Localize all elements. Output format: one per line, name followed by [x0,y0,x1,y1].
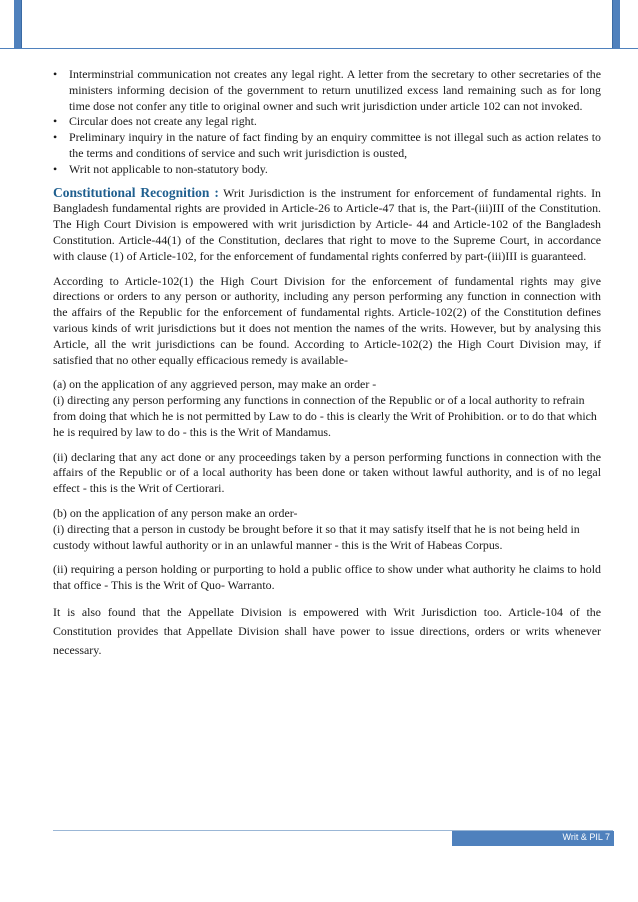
page-content [53,67,601,660]
clause-b-i: (i) directing that a person in custody be brought before it so that it may satisfy itself that he is not being held in custody without lawful authority or in an unlawful manner - this is the Writ of Habeas Corpus. [53,521,580,552]
bullet-icon: • [53,161,58,176]
clause-b-block [53,506,601,553]
header-right-bar [612,0,620,48]
list-item: • Preliminary inquiry in the nature of fact finding by an enquiry committee is not illegal such as action relates to the terms and conditions of service and such writ jurisdiction is ousted, [53,130,601,160]
clause-b-intro: (b) on the application of any person make an order- [53,505,298,520]
constitutional-recognition-section [53,185,601,265]
footer-page-label: Writ & PIL 7 [562,832,610,842]
section-text: Writ Jurisdiction is the instrument for enforcement of fundamental rights. In Bangladesh fundamental rights are provided in Article-26 to Article-47 that is, the Part-(iii)III of the Constitution. The High Court Division is empowered with writ jurisdiction by Article- 44 and Article-102 of the Bangladesh Constitution. Article-44(1) of the Constitution, declares that right to move to the Supreme Court, in accordance with clause (1) of Article-102, for the enforcement of fundamental rights conferred by part-(iii)III is guaranteed. [53,185,601,263]
clause-a-intro: (a) on the application of any aggrieved person, may make an order - [53,377,377,392]
bullet-icon: • [53,114,58,129]
section-heading: Constitutional Recognition : [53,184,219,200]
list-item: • Circular does not create any legal right. [53,114,257,129]
bullet-list [53,67,601,178]
clause-b-ii: (ii) requiring a person holding or purporting to hold a public office to show under what authority he claims to hold that office - This is the Writ of Quo- Warranto. [53,562,601,593]
bullet-icon: • [53,130,58,145]
clause-a-block [53,377,601,440]
list-item: • Writ not applicable to non-statutory body. [53,161,268,176]
clause-a-i: (i) directing any person performing any functions in connection of the Republic or of a local authority to refrain from doing that which he is not permitted by Law to do - this is clearly the Writ of Prohibition. or to do that which he is required by law to do - this is the Writ of Mandamus. [53,393,597,439]
closing-paragraph: It is also found that the Appellate Division is empowered with Writ Jurisdiction too. Article-104 of the Constitution provides that Appellate Division shall have power to issue directions, orders or writs whenever necessary. [53,604,601,657]
list-item: • Interminstrial communication not creates any legal right. A letter from the secretary to other secretaries of the ministers informing decision of the government to return unutilized excess land remaining such as for long time dose not confer any title to original owner and such writ jurisdiction under article 102 can not invoked. [53,67,601,113]
header-left-bar [14,0,22,48]
header-rule [0,48,638,49]
clause-a-ii: (ii) declaring that any act done or any proceedings taken by a person performing functions in connection with the affairs of the Republic or of a local authority has been done or taken without lawful authority, and is of no legal effect - this is the Writ of Certiorari. [53,449,601,496]
bullet-icon: • [53,67,58,81]
article-102-paragraph: According to Article-102(1) the High Court Division for the enforcement of fundamental rights may give directions or orders to any person or authority, including any person performing any function in connection with the affairs of the Republic for the enforcement of fundamental rights. Article-102(2) of the Constitution defines various kinds of writ jurisdictions but it does not mention the names of the writs. However, but by analysing this Article, all the writ jurisdictions can be found. According to Article-102(2) the High Court Division may, if satisfied that no other equally efficacious remedy is available- [53,273,601,367]
